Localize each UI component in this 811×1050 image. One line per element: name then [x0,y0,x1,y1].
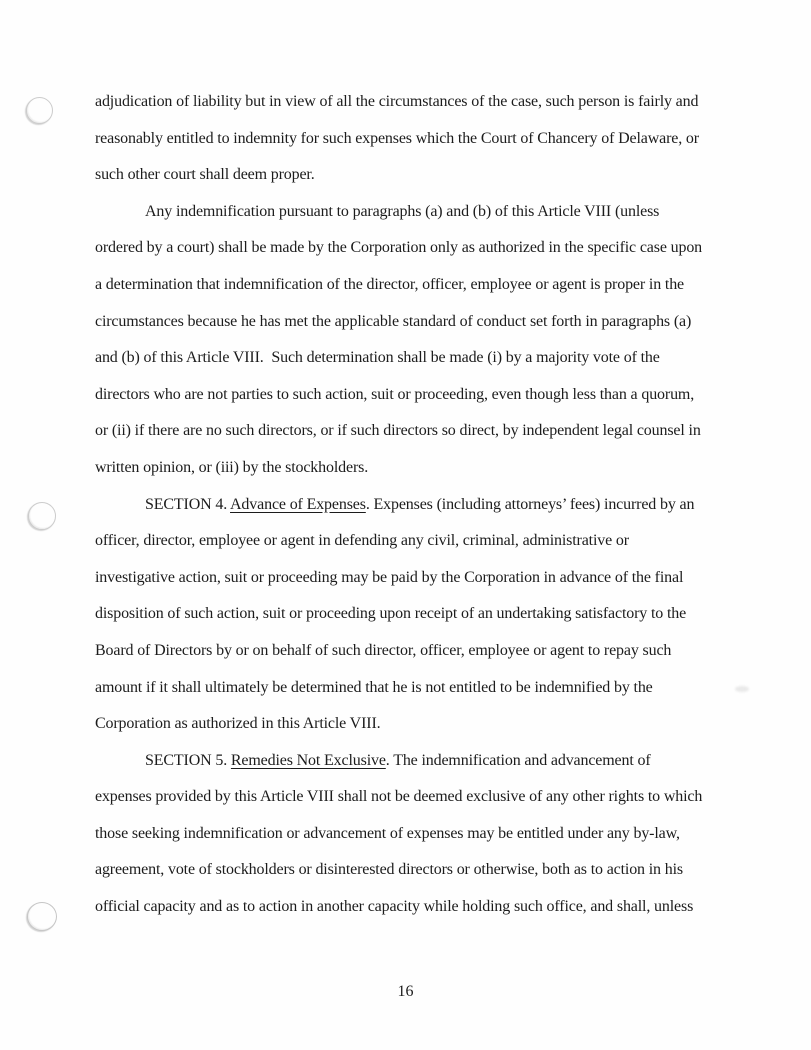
text-segment: investigative action, suit or proceeding may be paid by the Corporation in advance of the final [95,568,684,586]
text-segment: Corporation as authorized in this Article VIII. [95,715,381,733]
text-line [95,816,723,853]
text-segment: officer, director, employee or agent in defending any civil, criminal, administrative or [95,532,629,550]
punch-hole-bottom [27,902,57,931]
text-segment: and (b) of this Article VIII. Such determination shall be made (i) by a majority vote of the [95,349,660,367]
text-segment: agreement, vote of stockholders or disinterested directors or otherwise, both as to action in his [95,861,683,879]
text-line [95,670,723,707]
underlined-section-heading: Remedies Not Exclusive [230,751,386,769]
text-segment: reasonably entitled to indemnity for such expenses which the Court of Chancery of Delaware, or [95,129,699,147]
text-segment: disposition of such action, suit or proceeding upon receipt of an undertaking satisfactory to the [95,605,687,623]
page-number: 16 [397,983,414,1000]
text-segment: such other court shall deem proper. [95,166,315,184]
text-segment: SECTION 4. [145,495,231,513]
text-line [95,340,723,377]
text-line [95,267,723,304]
text-line [95,779,723,816]
text-line [95,194,723,231]
text-line [95,230,723,267]
text-line [95,743,723,780]
text-line [95,121,723,158]
text-line [95,377,723,414]
punch-hole-top [26,97,53,124]
text-line [95,706,723,743]
text-segment: directors who are not parties to such action, suit or proceeding, even though less than a quorum, [95,385,695,403]
text-segment: circumstances because he has met the applicable standard of conduct set forth in paragraphs (a) [95,312,692,330]
text-segment: Any indemnification pursuant to paragraphs (a) and (b) of this Article VIII (unless [145,202,660,220]
text-line [95,413,723,450]
punch-hole-middle [28,502,56,530]
text-segment: SECTION 5. [145,751,231,769]
text-segment: those seeking indemnification or advancement of expenses may be entitled under any by-law, [95,824,680,842]
text-segment: official capacity and as to action in another capacity while holding such office, and shall, unless [95,898,694,916]
text-segment: ordered by a court) shall be made by the Corporation only as authorized in the specific case upon [95,239,703,257]
underlined-section-heading: Advance of Expenses [230,495,366,513]
text-line [95,304,723,341]
text-segment: adjudication of liability but in view of all the circumstances of the case, such person is fairly and [95,93,699,110]
text-line [95,157,723,194]
text-line [95,450,723,487]
text-segment: Board of Directors by or on behalf of such director, officer, employee or agent to repay such [95,641,672,659]
text-segment: written opinion, or (iii) by the stockholders. [95,458,369,476]
text-line [95,560,723,597]
text-line [95,523,723,560]
document-text [95,84,723,926]
text-segment: . The indemnification and advancement of [385,751,651,769]
text-line [95,852,723,889]
text-line [95,633,723,670]
text-line [95,889,723,926]
text-line [95,596,723,633]
text-segment: a determination that indemnification of the director, officer, employee or agent is proper in the [95,275,684,293]
scan-smudge-mark [735,686,749,692]
text-segment: expenses provided by this Article VIII shall not be deemed exclusive of any other rights to which [95,788,703,806]
text-line [95,487,723,524]
text-segment: . Expenses (including attorneys’ fees) incurred by an [365,495,695,513]
text-line [95,84,723,121]
text-segment: or (ii) if there are no such directors, or if such directors so direct, by independent legal counsel in [95,422,701,440]
text-segment: amount if it shall ultimately be determined that he is not entitled to be indemnified by the [95,678,653,696]
